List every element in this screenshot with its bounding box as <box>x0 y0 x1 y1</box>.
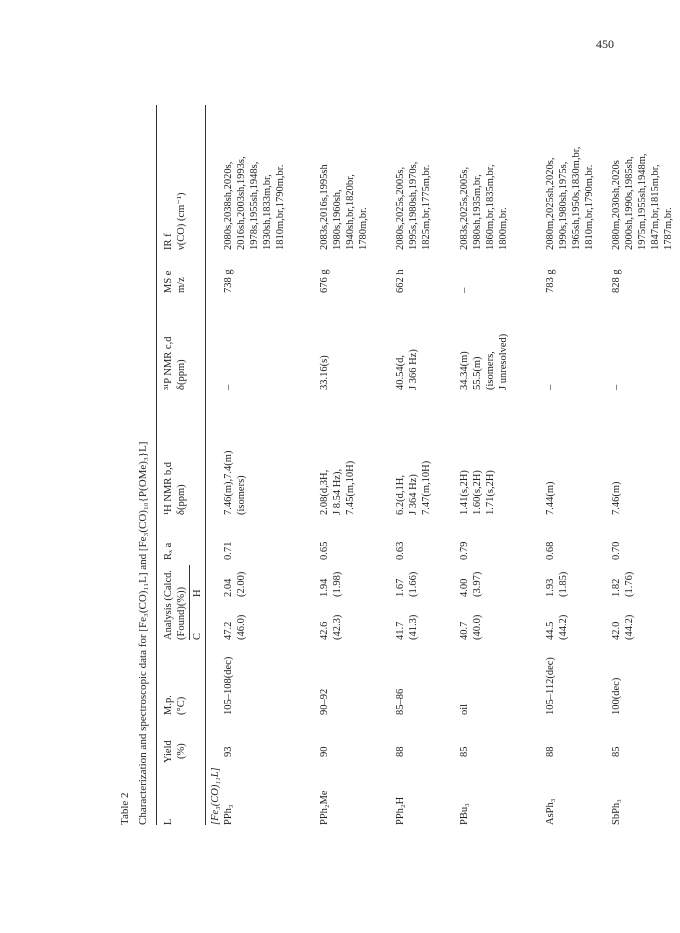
cell-ir: 1860m,br,1835m,br, <box>485 164 496 250</box>
rotated-table <box>118 105 678 825</box>
cell-ir: 1825m,br,1775m,br. <box>421 164 432 250</box>
cell-yield: 93 <box>223 746 234 757</box>
cell-ir: 1800m,br. <box>498 207 509 250</box>
header-h-nmr: ¹H NMR b,d <box>163 461 174 515</box>
cell-p-nmr: 33.16(s) <box>319 355 330 390</box>
section-label: [Fe₃(CO)₁₁L] <box>210 767 221 825</box>
cell-ir: 1930sh,1833m,br, <box>262 174 273 250</box>
cell-hydrogen: (1.85) <box>558 571 569 597</box>
cell-h-nmr: 7.47(m,10H) <box>421 460 432 515</box>
cell-h-nmr: 7.46(m) <box>611 481 622 515</box>
cell-h-nmr: 7.46(m),7.4(m) <box>223 450 234 515</box>
cell-yield: 88 <box>545 746 556 757</box>
cell-ir: 2080s,2038sh,2020s, <box>223 161 234 250</box>
cell-h-nmr: 7.44(m) <box>545 481 556 515</box>
cell-ligand: PPh₂Me <box>319 790 330 825</box>
cell-ir: 1980sh,1935m,br, <box>472 174 483 250</box>
cell-hydrogen: 4.00 <box>459 578 470 597</box>
cell-p-nmr: 40.54(d, <box>395 355 406 390</box>
cell-rf: 0.71 <box>223 541 234 560</box>
cell-rf: 0.70 <box>611 541 622 560</box>
cell-ir: 2080m,2030sh,2020s <box>611 160 622 250</box>
cell-carbon: 42.0 <box>611 621 622 640</box>
cell-p-nmr: – <box>223 384 234 390</box>
cell-p-nmr: – <box>545 384 556 390</box>
cell-melting-point: oil <box>459 703 470 715</box>
cell-ms: 676 g <box>319 269 330 293</box>
cell-rf: 0.65 <box>319 541 330 560</box>
cell-hydrogen: 1.94 <box>319 578 330 597</box>
header-analysis-found: (Found)(%)) <box>176 586 187 640</box>
analysis-rule <box>189 565 190 640</box>
cell-ir: 1810m,br,1790m,br. <box>275 164 286 250</box>
cell-h-nmr: 2.08(d,3H, <box>319 469 330 515</box>
cell-ligand: PBu₃ <box>459 803 470 825</box>
top-rule <box>156 105 157 825</box>
cell-hydrogen: (1.98) <box>332 571 343 597</box>
page-number: 450 <box>596 37 614 51</box>
cell-carbon: (42.3) <box>332 614 343 640</box>
cell-ligand: PPh₃ <box>223 804 234 825</box>
cell-ir: 1965sh,1950s,1830m,br, <box>571 146 582 250</box>
header-h-nmr-unit: δ(ppm) <box>176 484 187 515</box>
cell-h-nmr: J 8.54 Hz), <box>332 468 343 515</box>
cell-ms: 783 g <box>545 269 556 293</box>
cell-ir: 1787m,br. <box>663 207 674 250</box>
cell-h-nmr: 1.41(s,2H) <box>459 470 470 515</box>
cell-hydrogen: 1.93 <box>545 578 556 597</box>
cell-carbon: (44.2) <box>624 614 635 640</box>
cell-melting-point: 100(dec) <box>611 677 622 715</box>
cell-yield: 85 <box>611 746 622 757</box>
cell-h-nmr: 6.2(d,1H, <box>395 475 406 515</box>
cell-h-nmr: (isomers) <box>236 475 247 515</box>
cell-p-nmr: (isomers, <box>485 351 496 390</box>
cell-hydrogen: 1.67 <box>395 578 406 597</box>
cell-h-nmr: J 364 Hz) <box>408 474 419 515</box>
cell-carbon: 44.5 <box>545 621 556 640</box>
cell-ir: 1780m,br. <box>358 207 369 250</box>
header-rule <box>205 105 206 825</box>
cell-ir: 1940sh,br,1820br, <box>345 174 356 250</box>
table-caption: Characterization and spectroscopic data for [Fe₃(CO)₁₁L] and [Fe₃(CO)₁₀{P(OMe)₃}L] <box>137 441 149 825</box>
cell-ir: 2080m,2025sh,2020s, <box>545 157 556 250</box>
cell-ir: 2016sh,2003sh,1993s, <box>236 156 247 250</box>
cell-yield: 85 <box>459 746 470 757</box>
cell-melting-point: 105–112(dec) <box>545 657 556 715</box>
cell-carbon: 47.2 <box>223 621 234 640</box>
cell-ir: 1990s,1980sh,1975s, <box>558 161 569 250</box>
cell-hydrogen: 1.82 <box>611 578 622 597</box>
header-ms-unit: m/z <box>176 277 187 293</box>
header-yield: Yield <box>163 740 174 763</box>
cell-rf: 0.68 <box>545 541 556 560</box>
cell-ir: 1810m,br,1790m,br. <box>584 164 595 250</box>
cell-p-nmr: 34.34(m) <box>459 351 470 390</box>
cell-p-nmr: J unresolved) <box>498 333 509 390</box>
cell-ir: 1978s,1955sh,1948s, <box>249 161 260 250</box>
cell-ms: – <box>459 287 470 293</box>
cell-p-nmr: J 366 Hz) <box>408 349 419 390</box>
cell-melting-point: 90–92 <box>319 688 330 715</box>
cell-carbon: (46.0) <box>236 614 247 640</box>
header-c: C <box>192 632 203 640</box>
cell-melting-point: 85–86 <box>395 688 406 715</box>
cell-ligand: SbPh₃ <box>611 799 622 825</box>
header-ir: IR f <box>163 233 174 250</box>
cell-h-nmr: 1.60(s,2H) <box>472 470 483 515</box>
header-mp-unit: (°C) <box>176 696 187 715</box>
table-label: Table 2 <box>119 792 131 825</box>
header-ir-unit: ν(CO) (cm⁻¹) <box>176 192 187 250</box>
cell-ms: 738 g <box>223 269 234 293</box>
cell-yield: 88 <box>395 746 406 757</box>
cell-ir: 1995s,1980sh,1970s, <box>408 161 419 250</box>
cell-p-nmr: – <box>611 384 622 390</box>
cell-carbon: (40.0) <box>472 614 483 640</box>
cell-ir: 2083s,2016s,1995sh <box>319 164 330 250</box>
cell-carbon: 40.7 <box>459 621 470 640</box>
cell-ms: 662 h <box>395 269 406 293</box>
cell-hydrogen: (2.00) <box>236 571 247 597</box>
cell-melting-point: 105–108(dec) <box>223 656 234 715</box>
cell-yield: 90 <box>319 746 330 757</box>
cell-hydrogen: (3.97) <box>472 571 483 597</box>
cell-hydrogen: 2.04 <box>223 578 234 597</box>
header-mp: M.p. <box>163 695 174 715</box>
cell-carbon: (44.2) <box>558 614 569 640</box>
cell-rf: 0.79 <box>459 541 470 560</box>
cell-hydrogen: (1.76) <box>624 571 635 597</box>
cell-carbon: (41.3) <box>408 614 419 640</box>
header-analysis: Analysis (Calcd. <box>163 570 174 640</box>
cell-h-nmr: 7.45(m,10H) <box>345 460 356 515</box>
header-yield-unit: (%) <box>176 743 187 759</box>
cell-ir: 2000sh,1990s,1985sh, <box>624 156 635 250</box>
cell-ir: 1980s,1960sh, <box>332 189 343 250</box>
header-l: L <box>163 818 174 825</box>
header-h: H <box>192 589 203 597</box>
cell-ms: 828 g <box>611 269 622 293</box>
cell-carbon: 42.6 <box>319 621 330 640</box>
header-p-nmr: ³¹P NMR c,d <box>163 336 174 390</box>
header-p-nmr-unit: δ(ppm) <box>176 359 187 390</box>
cell-ir: 1975m,1955sh,1948m, <box>637 153 648 250</box>
cell-h-nmr: 1.71(s,2H) <box>485 470 496 515</box>
cell-carbon: 41.7 <box>395 621 406 640</box>
cell-ligand: AsPh₃ <box>545 798 556 825</box>
header-ms: MS e <box>163 270 174 293</box>
cell-ir: 2080s,2025s,2005s, <box>395 166 406 250</box>
cell-ir: 1847m,br,1815m,br, <box>650 164 661 250</box>
cell-ligand: PPh₂H <box>395 796 406 825</box>
cell-rf: 0.63 <box>395 541 406 560</box>
cell-hydrogen: (1.66) <box>408 571 419 597</box>
cell-ir: 2083s,2025s,2005s, <box>459 166 470 250</box>
header-rf: Rₓ a <box>163 542 174 560</box>
cell-p-nmr: 55.5(m) <box>472 356 483 390</box>
